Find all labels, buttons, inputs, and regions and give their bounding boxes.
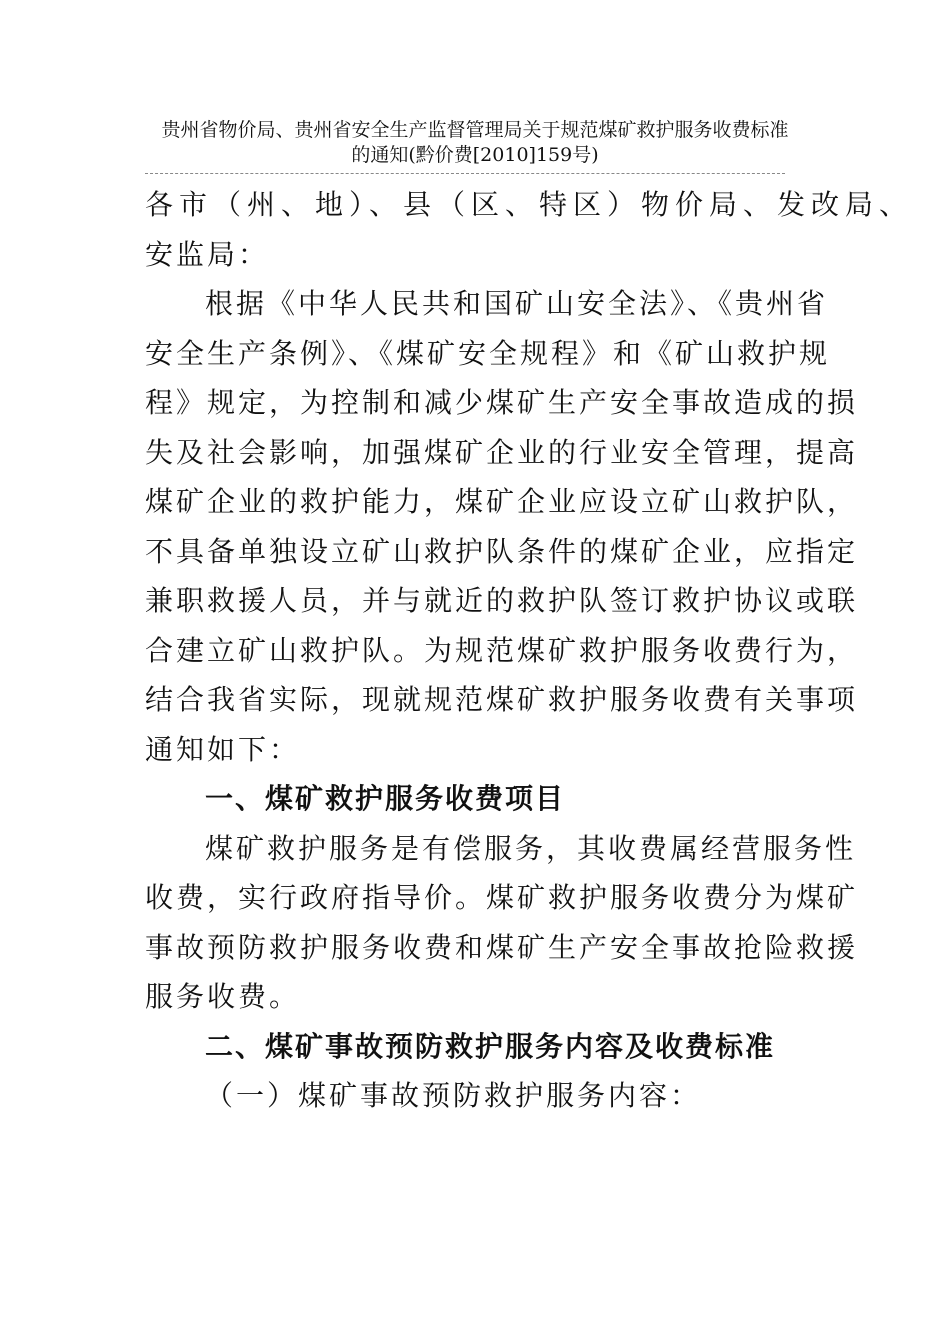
document-title-line-2: 的通知(黔价费[2010]159号): [351, 144, 599, 166]
paragraph-1-line-6: 不具备单独设立矿山救护队条件的煤矿企业，应指定: [145, 534, 859, 568]
document-title-line-1: 贵州省物价局、贵州省安全生产监督管理局关于规范煤矿救护服务收费标准: [161, 119, 789, 141]
addressee-line-1: 各市（州、地）、县（区、特区）物价局、发改局、: [145, 188, 914, 221]
paragraph-1-line-8: 合建立矿山救护队。为规范煤矿救护服务收费行为，: [145, 633, 859, 667]
section-heading-2: 二、煤矿事故预防救护服务内容及收费标准: [205, 1029, 776, 1063]
subsection-heading-1: （一）煤矿事故预防救护服务内容：: [205, 1079, 702, 1112]
document-body: [145, 180, 914, 1121]
paragraph-1-line-4: 失及社会影响，加强煤矿企业的行业安全管理，提高: [145, 435, 859, 469]
paragraph-2-line-1: 煤矿救护服务是有偿服务，其收费属经营服务性: [205, 831, 857, 865]
paragraph-1-line-2: 安全生产条例》、《煤矿安全规程》和《矿山救护规: [145, 336, 831, 370]
paragraph-2-line-3: 事故预防救护服务收费和煤矿生产安全事故抢险救援: [145, 930, 859, 964]
paragraph-1-line-5: 煤矿企业的救护能力，煤矿企业应设立矿山救护队，: [145, 485, 859, 518]
paragraph-1-line-9: 结合我省实际，现就规范煤矿救护服务收费有关事项: [145, 683, 859, 716]
paragraph-1-line-7: 兼职救援人员，并与就近的救护队签订救护协议或联: [145, 584, 859, 617]
paragraph-1-line-1: 根据《中华人民共和国矿山安全法》、《贵州省: [205, 287, 829, 320]
addressee-line-2: 安监局：: [145, 237, 270, 271]
paragraph-1-line-10: 通知如下：: [145, 732, 301, 766]
paragraph-2-line-4: 服务收费。: [145, 980, 301, 1013]
document-header: [145, 118, 805, 168]
header-divider: [145, 173, 785, 174]
paragraph-1-line-3: 程》规定，为控制和减少煤矿生产安全事故造成的损: [145, 386, 859, 419]
paragraph-2-line-2: 收费，实行政府指导价。煤矿救护服务收费分为煤矿: [145, 881, 859, 914]
section-heading-1: 一、煤矿救护服务收费项目: [205, 782, 566, 815]
